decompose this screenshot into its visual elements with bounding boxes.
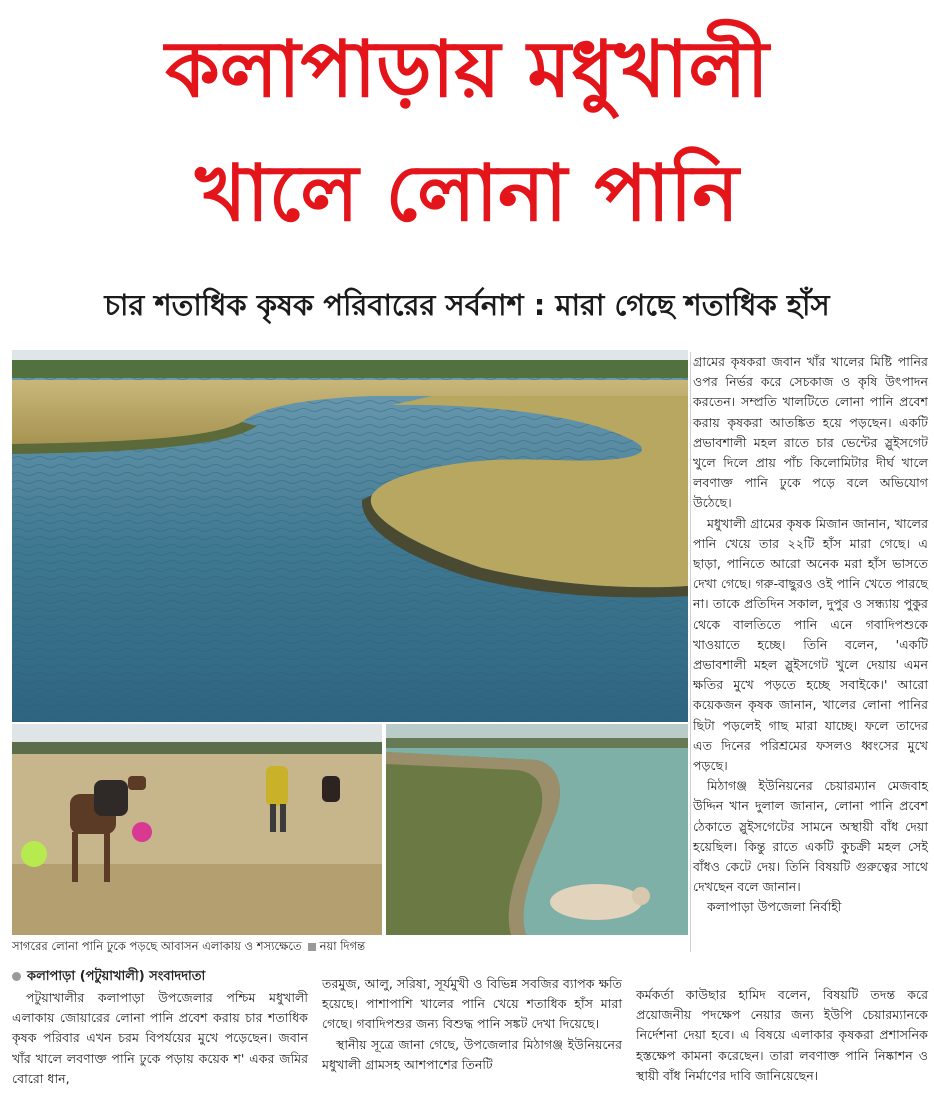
article-paragraph: গ্রামের কৃষকরা জবান খাঁর খালের মিষ্টি পানির ওপর নির্ভর করে সেচকাজ ও কৃষি উৎপাদন করতেন। সম্প্রতি খালটিতে লোনা পানি প্রবেশ করায় কৃষকরা আতঙ্কিত হয়ে পড়ছেন। একটি প্রভাবশালী মহল রাতে চার ভেন্টের স্লুইসগেট খুলে দিলে প্রায় পাঁচ কিলোমিটার দীর্ঘ খালে লবণাক্ত পানি ঢুকে পড়ে বলে অভিযোগ উঠেছে। <box>693 354 928 511</box>
article-right-column <box>693 352 928 918</box>
byline <box>12 966 308 988</box>
article-paragraph: কলাপাড়া উপজেলা নির্বাহী <box>707 899 842 915</box>
article-bottom-column-2 <box>322 974 622 1075</box>
article-bottom-column-3 <box>636 985 928 1086</box>
article-paragraph: কর্মকর্তা কাউছার হামিদ বলেন, বিষয়টি তদন্ত করে প্রয়োজনীয় পদক্ষেপ নেয়ার জন্য ইউপি চেয়ারম্যানকে নির্দেশনা দেয়া হবে। এ বিষয়ে এলাকার কৃষকরা প্রশাসনিক হস্তক্ষেপ কামনা করেছেন। তারা লবণাক্ত পানি নিষ্কাশন ও স্থায়ী বাঁধ নির্মাণের দাবি জানিয়েছেন। <box>636 987 928 1083</box>
cattle-photo <box>12 724 382 935</box>
article-paragraph: মধুখালী গ্রামের কৃষক মিজান জানান, খালের পানি খেয়ে তার ২২টি হাঁস মারা গেছে। এ ছাড়া, পানিতে আরো অনেক মরা হাঁস ভাসতে দেখা গেছে। গরু-বাছুরও ওই পানি খেতে পারছে না। তাকে প্রতিদিন সকাল, দুপুর ও সন্ধ্যায় পুকুর থেকে বালতিতে পানি এনে গবাদিপশুকে খাওয়াতে হচ্ছে। তিনি বলেন, 'একটি প্রভাবশালী মহল স্লুইসগেট খুলে দেয়ায় এমন ক্ষতির মুখে পড়তে হচ্ছে সবাইকে।' আরো কয়েকজন কৃষক জানান, খালের লোনা পানির ছিটা পড়লেই গাছ মারা যাচ্ছে। ফলে তাদের এত দিনের পরিশ্রমের ফসলও ধ্বংসের মুখে পড়ছে। <box>693 515 928 774</box>
photo-caption-text: সাগরের লোনা পানি ঢুকে পড়ছে আবাসন এলাকায় ও শস্যক্ষেতে <box>12 939 302 953</box>
bullet-dot-icon <box>12 972 21 981</box>
article-bottom-column-1 <box>12 966 308 1089</box>
photo-credit: নয়া দিগন্ত <box>319 939 366 953</box>
subheadline: চার শতাধিক কৃষক পরিবারের সর্বনাশ : মারা গেছে শতাধিক হাঁস <box>104 288 830 322</box>
square-bullet-icon <box>308 943 316 951</box>
headline-line-2: খালে লোনা পানি <box>195 149 739 239</box>
river-photo <box>12 350 688 722</box>
article-paragraph: তরমুজ, আলু, সরিষা, সূর্যমুখী ও বিভিন্ন সবজির ব্যাপক ক্ষতি হয়েছে। পাশাপাশি খালের পানি খেয়ে শতাধিক হাঁস মারা গেছে। গবাদিপশুর জন্য বিশুদ্ধ পানি সঙ্কট দেখা দিয়েছে। <box>322 976 622 1032</box>
photo-caption <box>12 938 688 954</box>
column-divider <box>690 352 691 952</box>
article-paragraph: মিঠাগঞ্জ ইউনিয়নের চেয়ারম্যান মেজবাহ উদ্দিন খান দুলাল জানান, লোনা পানি প্রবেশ ঠেকাতে স্লুইসগেটের সামনে অস্থায়ী বাঁধ দেয়া হয়েছিল। কিন্তু রাতে একটি কুচক্রী মহল সেই বাঁধও কেটে দেয়। তিনি বিষয়টি গুরুত্বের সাথে দেখছেন বলে জানান। <box>693 778 928 895</box>
headline-line-1: কলাপাড়ায় মধুখালী <box>165 25 769 115</box>
article-paragraph: স্থানীয় সূত্রে জানা গেছে, উপজেলার মিঠাগঞ্জ ইউনিয়নের মধুখালী গ্রামসহ আশপাশের তিনটি <box>322 1036 622 1072</box>
byline-text: কলাপাড়া (পটুয়াখালী) সংবাদদাতা <box>27 969 206 984</box>
dead-duck-water-photo <box>386 724 688 935</box>
article-paragraph: পটুয়াখালীর কলাপাড়া উপজেলার পশ্চিম মধুখালী এলাকায় জোয়ারের লোনা পানি প্রবেশ করায় চার শতাধিক কৃষক পরিবার এখন চরম বিপর্যয়ের মুখে পড়েছেন। জবান খাঁর খালে লবণাক্ত পানি ঢুকে পড়ায় কয়েক শ' একর জমির বোরো ধান, <box>12 990 308 1086</box>
photo-collage <box>12 350 688 935</box>
